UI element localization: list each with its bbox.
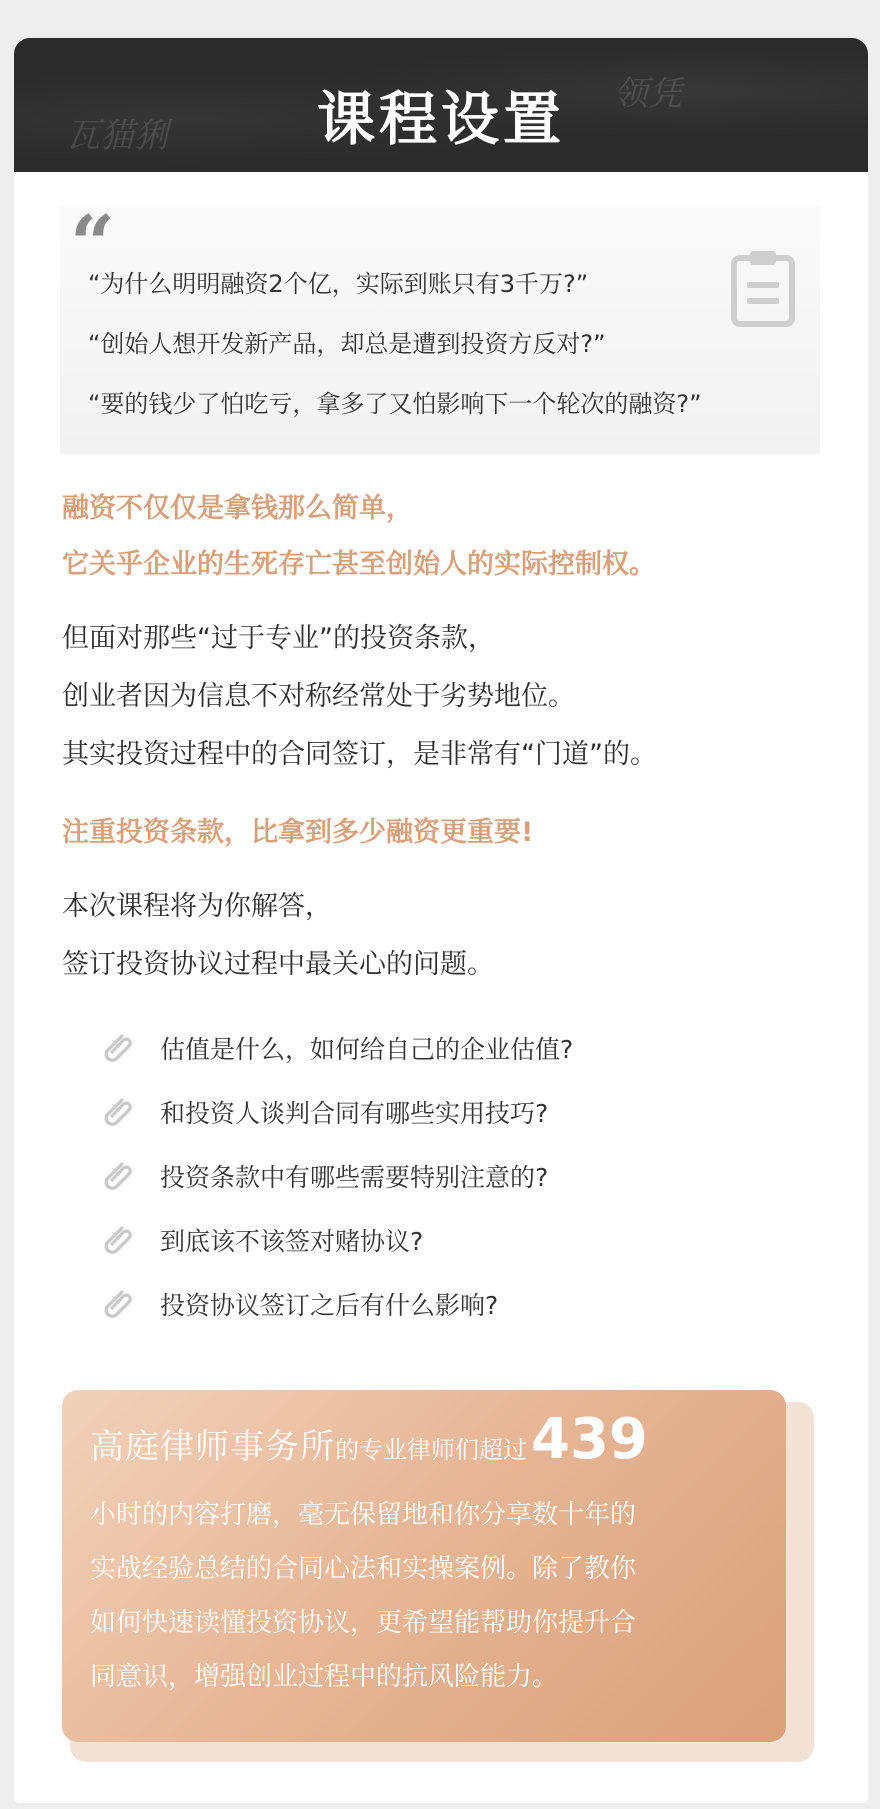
list-item-text: 到底该不该签对赌协议? <box>160 1227 424 1256</box>
firm-after: 的专业律师们超过 <box>335 1436 527 1464</box>
promo-line-3: 如何快速读懂投资协议，更希望能帮助你提升合 <box>90 1608 637 1638</box>
promo-box <box>62 1390 786 1742</box>
paperclip-icon <box>98 1284 138 1324</box>
promo-line-4: 同意识，增强创业过程中的抗风险能力。 <box>90 1662 559 1692</box>
list-item-text: 投资条款中有哪些需要特别注意的? <box>160 1163 549 1192</box>
list-item <box>98 1284 498 1324</box>
promo-line-1: 小时的内容打磨，毫无保留地和你分享数十年的 <box>90 1500 637 1530</box>
paragraph-1-line-2: 创业者因为信息不对称经常处于劣势地位。 <box>62 681 575 712</box>
quote-line-3: “要的钱少了怕吃亏，拿多了又怕影响下一个轮次的融资?” <box>88 390 702 418</box>
course-card <box>14 38 868 1803</box>
list-item <box>98 1092 548 1132</box>
paragraph-2-line-2: 签订投资协议过程中最关心的问题。 <box>62 949 494 980</box>
paragraph-1-line-3: 其实投资过程中的合同签订，是非常有“门道”的。 <box>62 739 657 770</box>
paragraph-2-line-1: 本次课程将为你解答， <box>62 891 332 922</box>
quote-mark: “ <box>70 199 115 290</box>
firm-name: 高庭律师事务所 <box>90 1427 335 1467</box>
header-banner <box>14 38 868 172</box>
promo-headline <box>90 1407 648 1472</box>
paperclip-icon <box>98 1028 138 1068</box>
accent-line-1: 融资不仅仅是拿钱那么简单， <box>62 493 413 524</box>
quote-box <box>60 199 820 454</box>
header-doodle-right: 领凭 <box>614 74 682 114</box>
accent-line-2: 它关乎企业的生死存亡甚至创始人的实际控制权。 <box>62 549 656 580</box>
paperclip-icon <box>98 1220 138 1260</box>
list-item <box>98 1028 573 1068</box>
paragraph-1-line-1: 但面对那些“过于专业”的投资条款， <box>62 623 495 654</box>
list-item-text: 和投资人谈判合同有哪些实用技巧? <box>160 1099 549 1128</box>
clipboard-icon <box>730 248 796 328</box>
list-item <box>98 1156 548 1196</box>
header-doodle-left: 瓦猫猁 <box>66 116 168 156</box>
list-item <box>98 1220 423 1260</box>
list-item-text: 估值是什么，如何给自己的企业估值? <box>160 1035 574 1064</box>
quote-line-1: “为什么明明融资2个亿，实际到账只有3千万?” <box>88 270 589 298</box>
accent-line-3: 注重投资条款，比拿到多少融资更重要! <box>62 817 534 848</box>
paperclip-icon <box>98 1156 138 1196</box>
promo-line-2: 实战经验总结的合同心法和实操案例。除了教你 <box>90 1554 637 1584</box>
page-title: 课程设置 <box>316 85 565 153</box>
hours-number: 439 <box>531 1407 648 1472</box>
paperclip-icon <box>98 1092 138 1132</box>
quote-line-2: “创始人想开发新产品，却总是遭到投资方反对?” <box>88 330 606 358</box>
list-item-text: 投资协议签订之后有什么影响? <box>160 1291 499 1320</box>
